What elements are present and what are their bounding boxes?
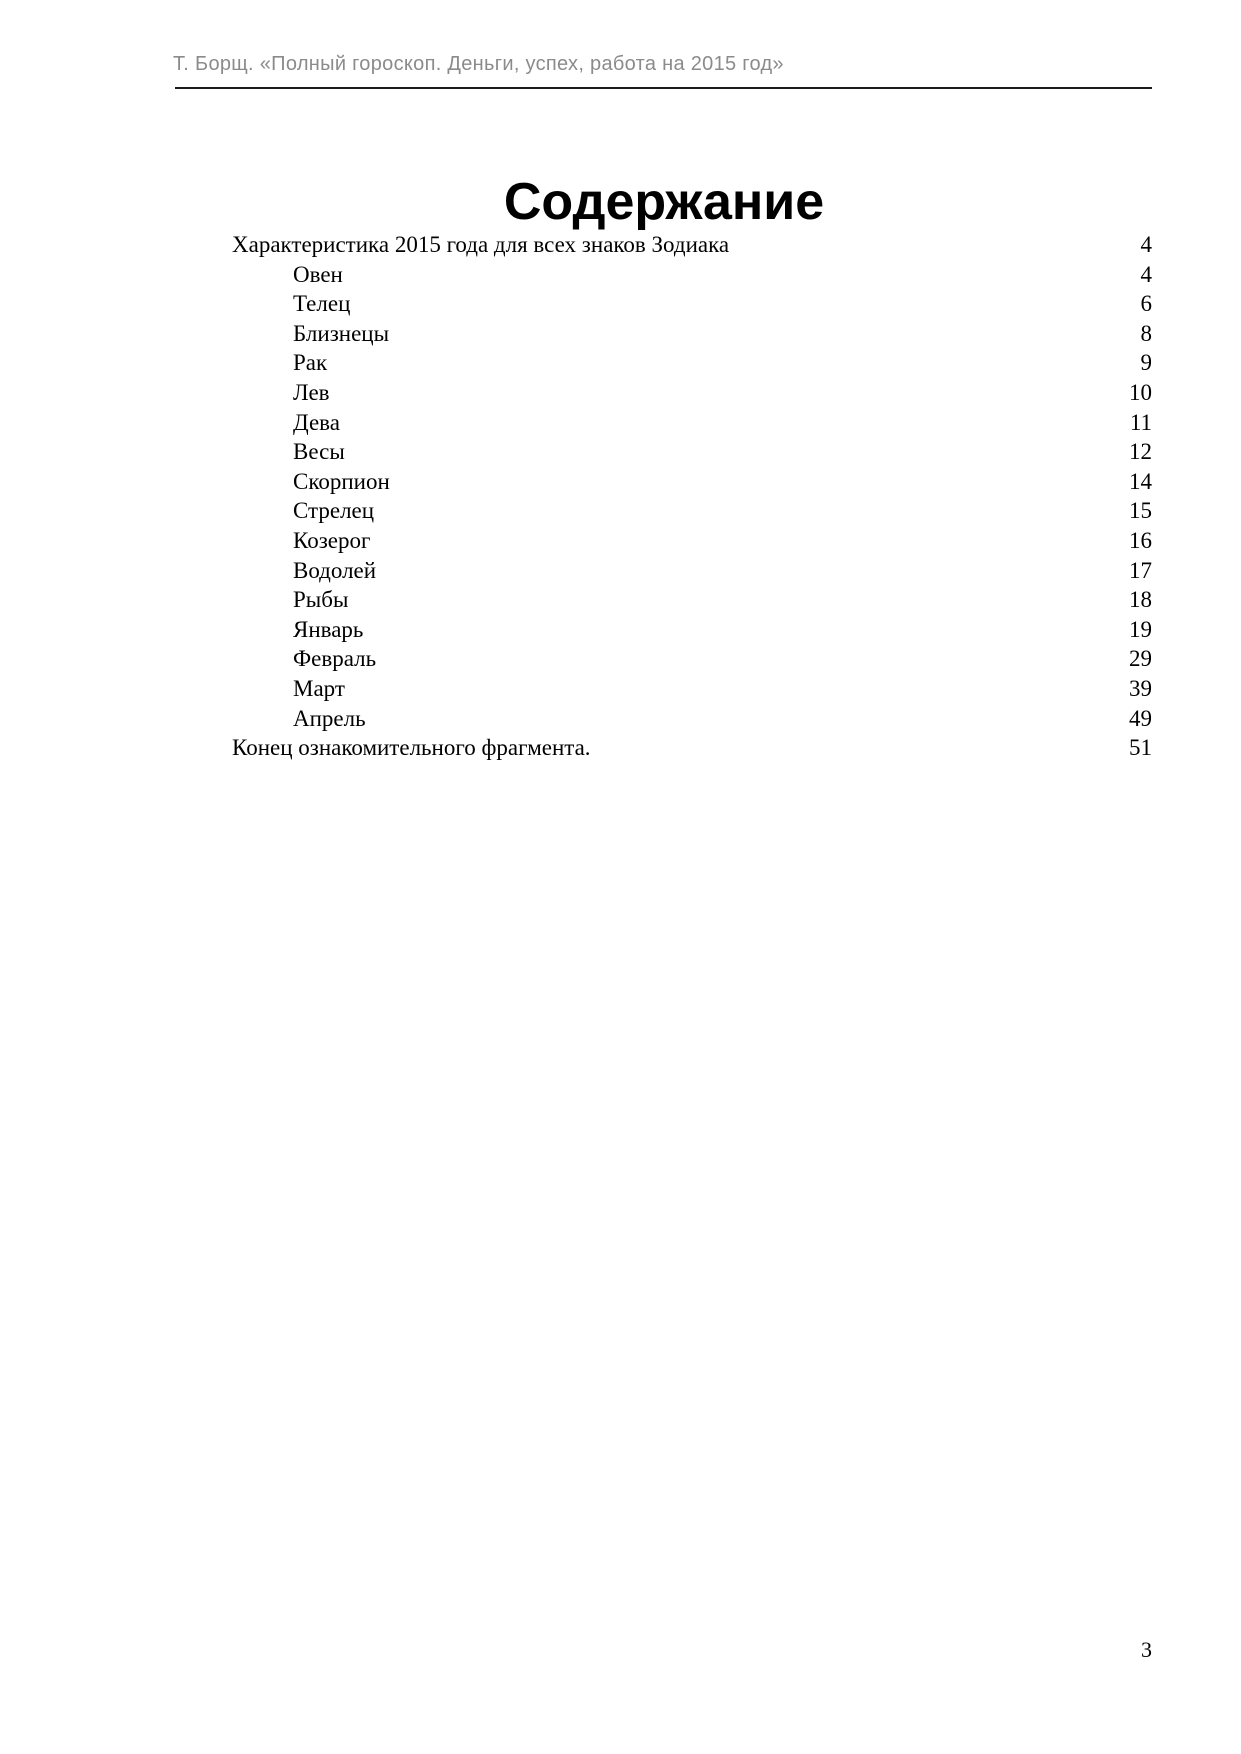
toc-entry — [232, 704, 1152, 734]
toc-entry-label: Скорпион — [293, 468, 390, 494]
table-of-contents — [232, 230, 1152, 763]
toc-entry — [232, 467, 1152, 497]
toc-entry-label: Апрель — [293, 705, 366, 731]
toc-entry-page: 29 — [1129, 646, 1152, 672]
toc-entry-label: Водолей — [293, 557, 377, 583]
toc-entry — [232, 408, 1152, 438]
toc-entry-label: Лев — [293, 379, 330, 405]
toc-entry — [232, 585, 1152, 615]
toc-entry-page: 15 — [1129, 498, 1152, 524]
toc-entry-label: Близнецы — [293, 320, 390, 346]
toc-entry-label: Январь — [293, 616, 364, 642]
toc-entry — [232, 319, 1152, 349]
toc-entry-page: 18 — [1129, 587, 1152, 613]
toc-entry-label: Характеристика 2015 года для всех знаков Зодиака — [232, 232, 730, 257]
toc-entry-page: 9 — [1140, 350, 1152, 376]
toc-entry-page: 10 — [1129, 379, 1152, 405]
toc-entry-label: Овен — [293, 261, 343, 287]
toc-entry-page: 49 — [1129, 705, 1152, 731]
toc-entry-page: 39 — [1129, 675, 1152, 701]
toc-entry — [232, 556, 1152, 586]
toc-entry — [232, 733, 1152, 763]
toc-entry — [232, 615, 1152, 645]
toc-entry-page: 51 — [1129, 735, 1152, 761]
toc-entry — [232, 644, 1152, 674]
toc-entry — [232, 496, 1152, 526]
toc-entry — [232, 289, 1152, 319]
toc-entry-page: 19 — [1129, 616, 1152, 642]
toc-entry-label: Рак — [293, 350, 328, 376]
footer-page-number: 3 — [1141, 1637, 1152, 1662]
toc-entry-label: Конец ознакомительного фрагмента. — [232, 735, 591, 761]
toc-entry — [232, 348, 1152, 378]
toc-entry-label: Стрелец — [293, 498, 375, 524]
toc-entry — [232, 378, 1152, 408]
toc-entry — [232, 260, 1152, 290]
toc-entry-page: 4 — [1140, 261, 1152, 287]
toc-entry-label: Рыбы — [293, 587, 349, 613]
toc-entry-label: Козерог — [293, 527, 371, 553]
toc-entry-page: 12 — [1129, 439, 1152, 465]
toc-entry-page: 4 — [1140, 232, 1152, 257]
toc-entry-label: Телец — [293, 291, 351, 317]
toc-entry-label: Февраль — [293, 646, 377, 672]
header-rule — [175, 87, 1152, 89]
toc-entry — [232, 437, 1152, 467]
toc-entry — [232, 230, 1152, 260]
toc-entry — [232, 674, 1152, 704]
toc-entry-label: Март — [293, 675, 345, 701]
toc-entry-label: Дева — [293, 409, 340, 435]
running-header: Т. Борщ. «Полный гороскоп. Деньги, успех, работа на 2015 год» — [173, 53, 784, 75]
toc-entry-page: 8 — [1140, 320, 1152, 346]
toc-entry-page: 11 — [1129, 409, 1152, 435]
toc-entry-page: 16 — [1129, 527, 1152, 553]
toc-entry — [232, 526, 1152, 556]
toc-entry-label: Весы — [293, 439, 345, 465]
toc-entry-page: 17 — [1129, 557, 1152, 583]
page-title: Содержание — [503, 172, 825, 231]
toc-entry-page: 14 — [1129, 468, 1152, 494]
toc-entry-page: 6 — [1140, 291, 1152, 317]
